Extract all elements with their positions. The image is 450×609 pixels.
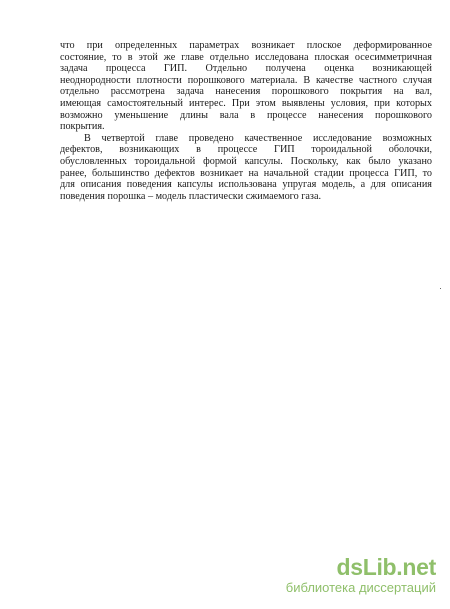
scan-speck bbox=[440, 288, 441, 289]
text-line: неоднородности плотности порошкового материала. В качестве частного случая bbox=[60, 74, 432, 86]
logo-ds: ds bbox=[336, 554, 363, 580]
text-line: возможно уменьшение длины вала в процессе нанесения порошкового bbox=[60, 109, 432, 121]
logo-lib: Lib bbox=[362, 554, 397, 580]
dslib-watermark[interactable] bbox=[286, 555, 436, 595]
text-line: для описания поведения капсулы использована упругая модель, а для описания bbox=[60, 179, 432, 191]
text-line: что при определенных параметрах возникает плоское деформированное bbox=[60, 40, 432, 51]
text-line: покрытия. bbox=[60, 121, 105, 133]
paragraph-2 bbox=[60, 133, 432, 203]
text-line: отдельно рассмотрена задача нанесения порошкового покрытия на вал, bbox=[60, 86, 432, 98]
logo-net: net bbox=[402, 554, 436, 580]
dslib-logo[interactable] bbox=[286, 555, 436, 579]
text-line: В четвертой главе проведено качественное исследование возможных bbox=[84, 132, 432, 144]
text-line: поведения порошка – модель пластически сжимаемого газа. bbox=[60, 190, 322, 202]
body-text bbox=[60, 40, 432, 202]
text-line: имеющая самостоятельный интерес. При этом выявлены условия, при которых bbox=[60, 97, 432, 109]
text-line: дефектов, возникающих в процессе ГИП тороидальной оболочки, bbox=[60, 144, 432, 156]
text-line: обусловленных тороидальной формой капсулы. Поскольку, как было указано bbox=[60, 155, 432, 167]
paragraph-1 bbox=[60, 40, 432, 133]
watermark-subtitle: библиотека диссертаций bbox=[285, 580, 436, 595]
text-line: состояние, то в этой же главе отдельно исследована плоская осесимметричная bbox=[60, 51, 432, 63]
text-line: ранее, большинство дефектов возникает на начальной стадии процесса ГИП, то bbox=[60, 167, 432, 179]
logo-dot: . bbox=[396, 554, 403, 580]
text-line: задача процесса ГИП. Отдельно получена оценка возникающей bbox=[60, 63, 432, 75]
